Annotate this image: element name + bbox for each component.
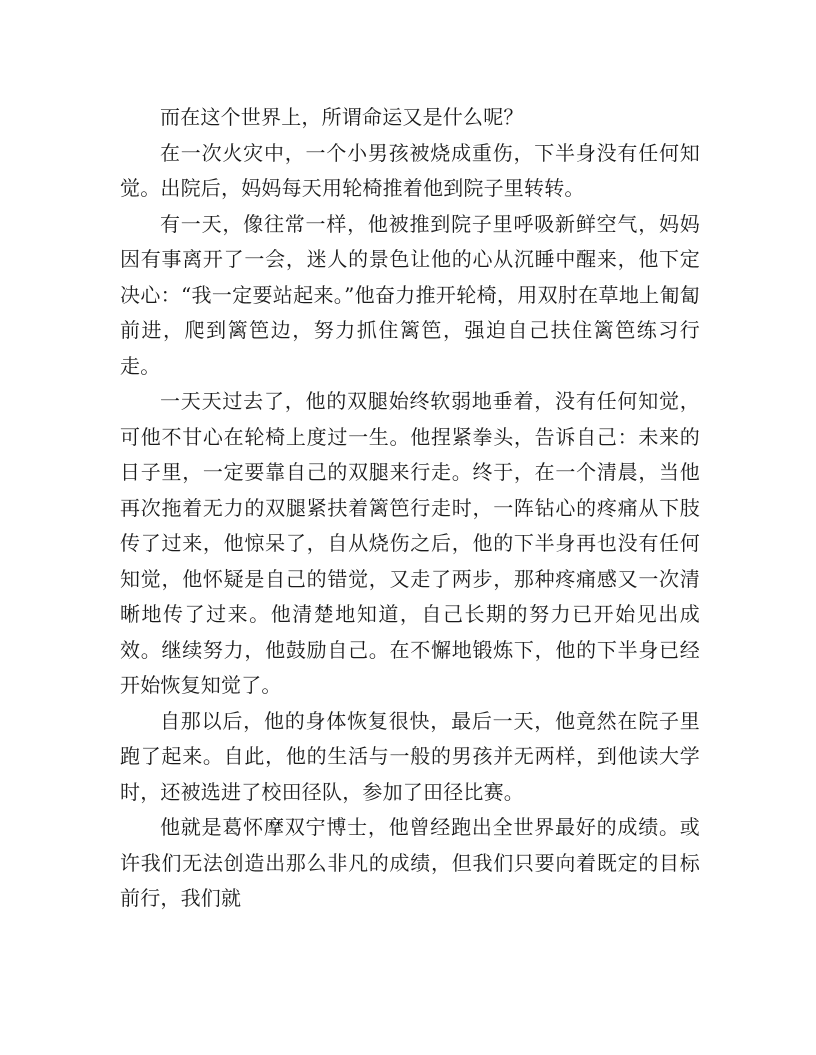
body-text bbox=[120, 100, 700, 917]
paragraph-2: 在一次火灾中，一个小男孩被烧成重伤，下半身没有任何知觉。出院后，妈妈每天用轮椅推着他到院子里转转。 bbox=[120, 140, 700, 200]
paragraph-5: 自那以后，他的身体恢复很快，最后一天，他竟然在院子里跑了起来。自此，他的生活与一般的男孩并无两样，到他读大学时，还被选进了校田径队，参加了田径比赛。 bbox=[120, 708, 700, 804]
paragraph-1: 而在这个世界上，所谓命运又是什么呢？ bbox=[160, 105, 524, 129]
paragraph-3: 有一天，像往常一样，他被推到院子里呼吸新鲜空气，妈妈因有事离开了一会，迷人的景色让他的心从沉睡中醒来，他下定决心：“我一定要站起来。”他奋力推开轮椅，用双肘在草地上匍匐前进，爬到篱笆边，努力抓住篱笆，强迫自己扶住篱笆练习行走。 bbox=[120, 211, 700, 378]
paragraph-4: 一天天过去了，他的双腿始终软弱地垂着，没有任何知觉，可他不甘心在轮椅上度过一生。他捏紧拳头，告诉自己：未来的日子里，一定要靠自己的双腿来行走。终于，在一个清晨，当他再次拖着无力的双腿紧扶着篱笆行走时，一阵钻心的疼痛从下肢传了过来，他惊呆了，自从烧伤之后，他的下半身再也没有任何知觉，他怀疑是自己的错觉，又走了两步，那种疼痛感又一次清晰地传了过来。他清楚地知道，自己长期的努力已开始见出成效。继续努力，他鼓励自己。在不懈地锻炼下，他的下半身已经开始恢复知觉了。 bbox=[120, 389, 700, 697]
paragraph-6: 他就是葛怀摩双宁博士，他曾经跑出全世界最好的成绩。或许我们无法创造出那么非凡的成绩，但我们只要向着既定的目标前行，我们就 bbox=[120, 815, 700, 910]
